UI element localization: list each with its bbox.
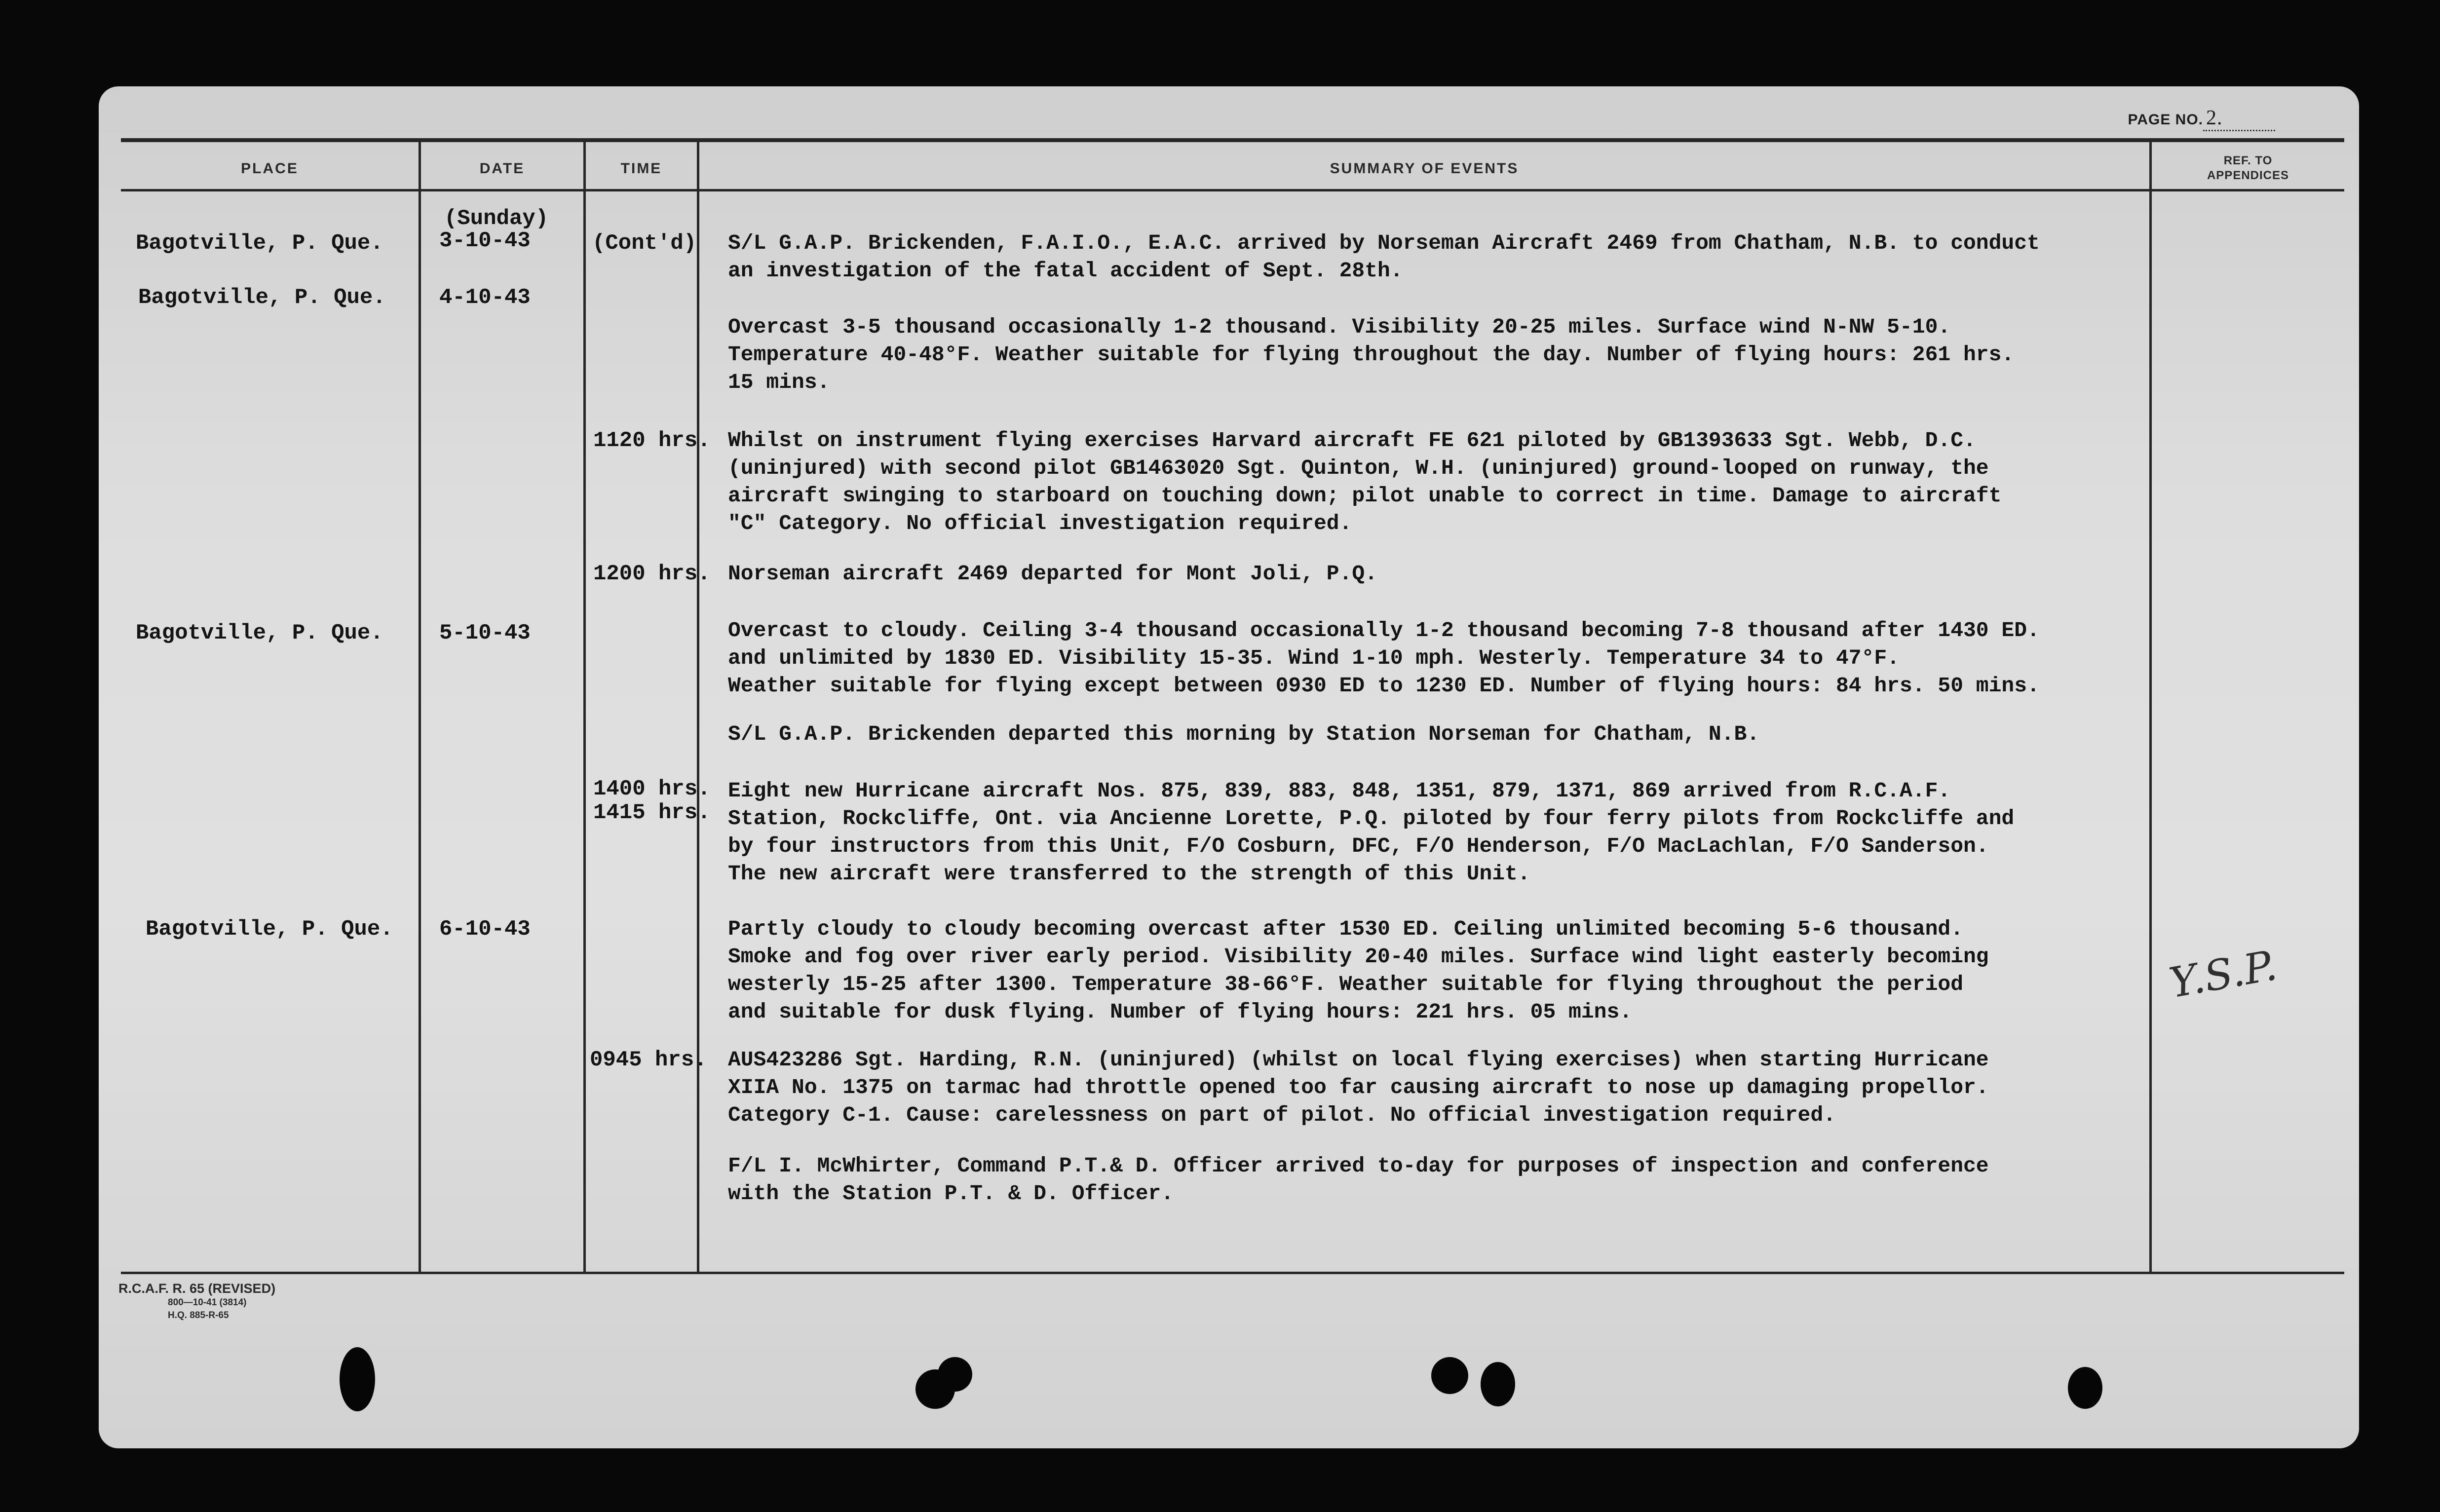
form-number: R.C.A.F. R. 65 (REVISED): [118, 1281, 276, 1296]
header-place: PLACE: [241, 160, 299, 177]
entry-mcwhirter-visit: F/L I. McWhirter, Command P.T.& D. Officer arrived to-day for purposes of inspection and conference with the Station P.T. & D. Officer.: [728, 1154, 1989, 1206]
entry-weather-4-oct: Overcast 3-5 thousand occasionally 1-2 thousand. Visibility 20-25 miles. Surface wind N-NW 5-10. Temperature 40-48°F. Weather suitable for flying throughout the day. Number of flying hours: 261 hrs. 15 mins.: [728, 315, 2015, 394]
date-entry-2: 4-10-43: [439, 285, 531, 310]
date-day-note: (Sunday): [444, 206, 549, 231]
header-top-rule: [121, 138, 2344, 142]
header-date: DATE: [479, 160, 525, 177]
column-rule-place-date: [419, 141, 421, 1273]
place-entry-2: Bagotville, P. Que.: [138, 285, 386, 310]
place-entry-1: Bagotville, P. Que.: [136, 231, 383, 256]
binder-hole-4: [1431, 1357, 1468, 1394]
header-time: TIME: [620, 160, 662, 177]
page-number-value: 2.: [2203, 106, 2275, 131]
entry-harvard-ground-loop: Whilst on instrument flying exercises Harvard aircraft FE 621 piloted by GB1393633 Sgt. Webb, D.C. (uninjured) with second pilot GB1463020 Sgt. Quinton, W.H. (uninjured) ground-looped on runway, the aircraft swinging to starboard on touching down; pilot unable to correct in time. Damage to aircraft "C" Category. No official investigation required.: [728, 428, 2002, 535]
column-rule-time-summary: [697, 141, 699, 1273]
column-rule-date-time: [583, 141, 586, 1273]
handwritten-initials: Y.S.P.: [2166, 941, 2281, 1008]
entry-hurricane-arrivals: Eight new Hurricane aircraft Nos. 875, 839, 883, 848, 1351, 879, 1371, 869 arrived from R.C.A.F. Station, Rockcliffe, Ont. via Ancienne Lorette, P.Q. piloted by four ferry pilots from Rockcliffe and by four instructors from this Unit, F/O Cosburn, DFC, F/O Henderson, F/O MacLachlan, F/O Sanderson. The new aircraft were transferred to the strength of this Unit.: [728, 779, 2015, 886]
time-entry-4: 1400 hrs. 1415 hrs.: [593, 777, 711, 825]
entry-brickenden-arrival: S/L G.A.P. Brickenden, F.A.I.O., E.A.C. arrived by Norseman Aircraft 2469 from Chatham, N.B. to conduct an investigation of the fatal accident of Sept. 28th.: [728, 231, 2040, 283]
binder-hole-5: [1481, 1362, 1515, 1406]
time-entry-5: 0945 hrs.: [590, 1048, 707, 1072]
form-footer: [118, 1281, 275, 1322]
header-bottom-rule: [121, 189, 2344, 191]
date-entry-1: 3-10-43: [439, 228, 531, 253]
header-summary: SUMMARY OF EVENTS: [1330, 160, 1519, 177]
header-ref-appendices: REF. TO APPENDICES: [2207, 154, 2289, 182]
entry-brickenden-departure: S/L G.A.P. Brickenden departed this morning by Station Norseman for Chatham, N.B.: [728, 722, 1760, 746]
form-hq-code: H.Q. 885-R-65: [168, 1310, 229, 1321]
page-number: [2128, 106, 2275, 131]
binder-hole-6: [2068, 1367, 2102, 1409]
diary-form-sheet: [99, 86, 2359, 1448]
binder-hole-3: [938, 1357, 972, 1392]
date-entry-4: 6-10-43: [439, 917, 531, 942]
form-print-code: 800—10-41 (3814): [168, 1297, 247, 1308]
entry-weather-5-oct: Overcast to cloudy. Ceiling 3-4 thousand occasionally 1-2 thousand becoming 7-8 thousand after 1430 ED. and unlimited by 1830 ED. Visibility 15-35. Wind 1-10 mph. Westerly. Temperature 34 to 47°F. Weather suitable for flying except between 0930 ED to 1230 ED. Number of flying hours: 84 hrs. 50 mins.: [728, 618, 2040, 698]
entry-weather-6-oct: Partly cloudy to cloudy becoming overcast after 1530 ED. Ceiling unlimited becoming 5-6 thousand. Smoke and fog over river early period. Visibility 20-40 miles. Surface wind light easterly becoming westerly 15-25 after 1300. Temperature 38-66°F. Weather suitable for flying throughout the period and suitable for dusk flying. Number of flying hours: 221 hrs. 05 mins.: [728, 917, 1989, 1024]
time-entry-1: (Cont'd): [592, 231, 697, 256]
binder-hole-1: [340, 1347, 375, 1411]
place-entry-4: Bagotville, P. Que.: [146, 917, 393, 942]
time-entry-2: 1120 hrs.: [593, 428, 711, 453]
date-entry-3: 5-10-43: [439, 621, 531, 645]
table-bottom-rule: [121, 1272, 2344, 1274]
time-entry-3: 1200 hrs.: [593, 562, 711, 586]
entry-hurricane-propeller-damage: AUS423286 Sgt. Harding, R.N. (uninjured) (whilst on local flying exercises) when starting Hurricane XIIA No. 1375 on tarmac had throttle opened too far causing aircraft to nose up damaging propellor. Category C-1. Cause: carelessness on part of pilot. No official investigation required.: [728, 1048, 1989, 1127]
place-entry-3: Bagotville, P. Que.: [136, 621, 383, 645]
entry-norseman-departure: Norseman aircraft 2469 departed for Mont Joli, P.Q.: [728, 562, 1378, 586]
page-number-label: PAGE NO.: [2128, 112, 2203, 128]
